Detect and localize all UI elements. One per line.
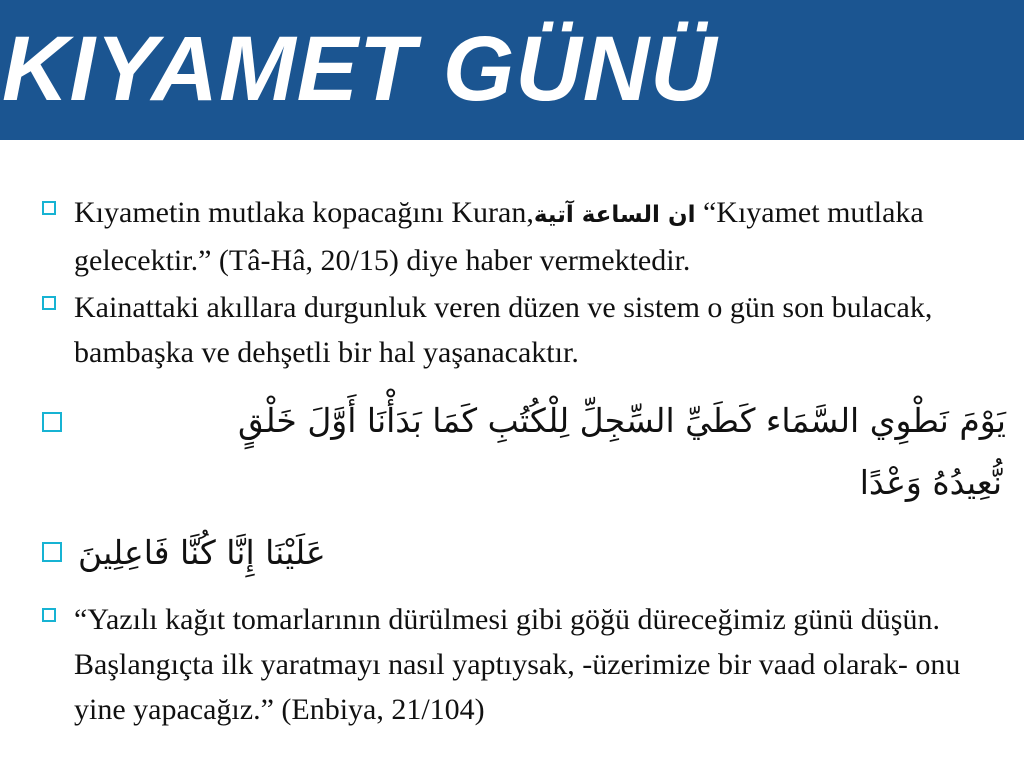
bullet-item-5 <box>42 597 1010 732</box>
bullet-text <box>74 190 1010 283</box>
bullet-square-icon <box>42 608 56 622</box>
bullet-text-before: Kıyametin mutlaka kopacağını Kuran, <box>74 196 534 229</box>
bullet-square-icon <box>42 412 62 432</box>
bullet-item-4-arabic-verse <box>42 528 1002 578</box>
bullet-square-icon <box>42 201 56 215</box>
bullet-text: “Yazılı kağıt tomarlarının dürülmesi gibi göğü düreceğimiz günü düşün. Başlangıçta ilk yaratmayı nasıl yaptıysak, -üzerimize bir vaad olarak- onu yine yapacağız.” (Enbiya, 21/104) <box>74 603 961 726</box>
title-bar <box>0 0 1024 140</box>
arabic-verse-line-2: نُّعِيدُهُ وَعْدًا <box>859 463 1002 502</box>
slide-title: KIYAMET GÜNÜ <box>2 18 718 120</box>
bullet-text-after: “Kıyamet mutlaka gelecektir.” (Tâ-Hâ, 20/15) diye haber vermektedir. <box>74 196 924 277</box>
arabic-verse-line: عَلَيْنَا إِنَّا كُنَّا فَاعِلِينَ <box>78 533 326 572</box>
bullet-square-icon <box>42 296 56 310</box>
bullet-item-3-arabic-verse <box>42 390 1006 514</box>
bullet-text: Kainattaki akıllara durgunluk veren düzen ve sistem o gün son bulacak, bambaşka ve dehşetli bir hal yaşanacaktır. <box>74 291 933 369</box>
arabic-inline-phrase: ان الساعة آتية <box>533 202 696 228</box>
bullet-square-icon <box>42 542 62 562</box>
bullet-item-2 <box>42 285 1010 375</box>
arabic-verse-line-1: يَوْمَ نَطْوِي السَّمَاء كَطَيِّ السِّجِلِّ لِلْكُتُبِ كَمَا بَدَأْنَا أَوَّلَ خَلْقٍ <box>237 401 1006 440</box>
bullet-item-1 <box>42 190 1010 283</box>
